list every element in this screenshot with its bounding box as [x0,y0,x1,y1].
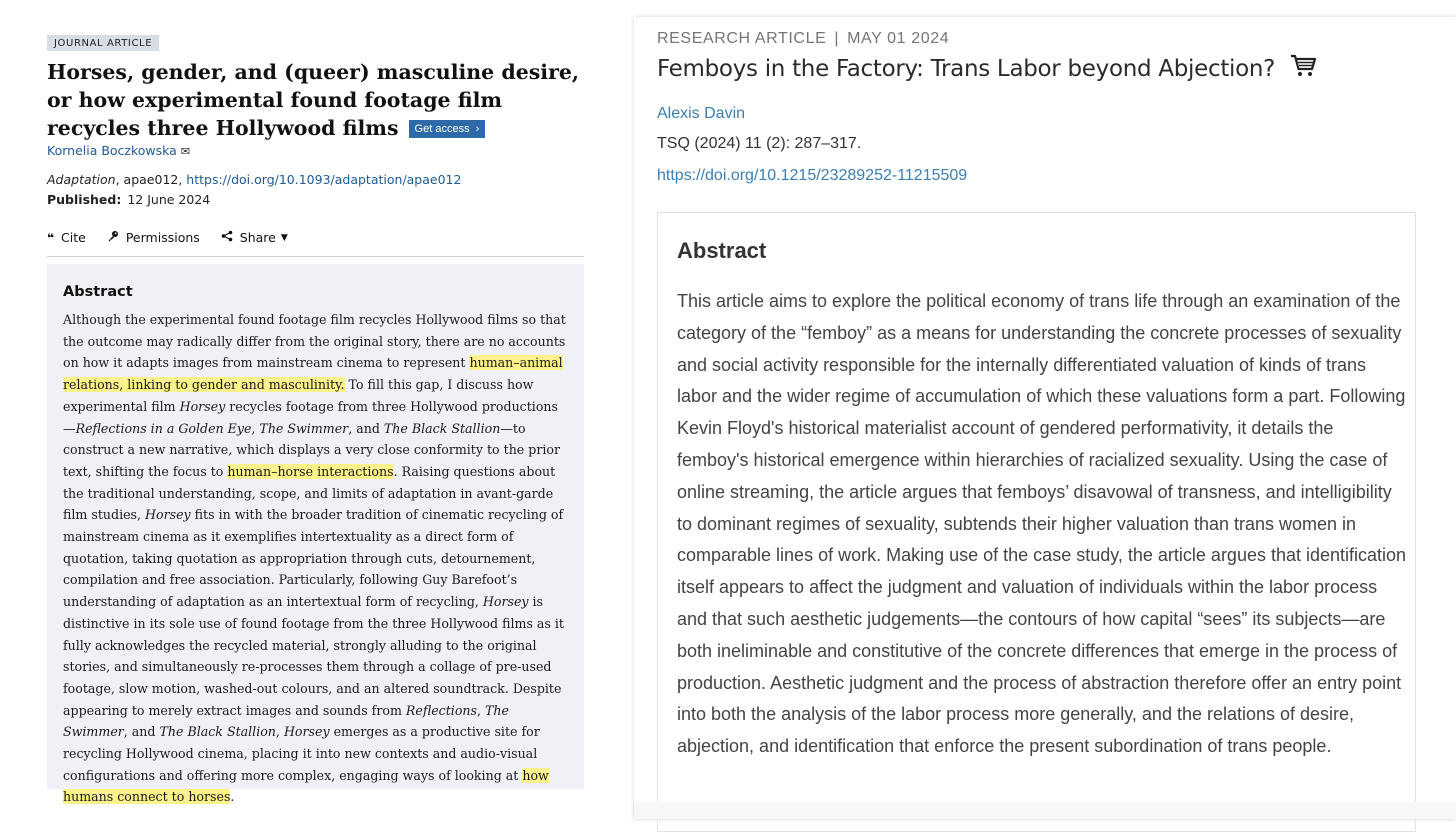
mail-icon[interactable]: ✉ [180,145,191,158]
article-id: , apae012, [115,172,187,187]
share-label: Share [239,230,276,245]
author-link[interactable]: Alexis Davin [657,105,746,122]
highlight: human–horse interactions [227,463,394,479]
abstract-section [657,212,1416,832]
cite-button[interactable] [47,230,86,245]
published-line [47,192,584,207]
article-title-text: Horses, gender, and (queer) masculine desire, or how experimental found footage film recycles three Hollywood films [47,60,580,140]
citation-line [47,172,584,187]
article-type: RESEARCH ARTICLE [657,30,827,47]
journal-name: Adaptation [47,172,116,187]
cite-label: Cite [61,230,86,245]
abstract-section [47,264,584,805]
article-title [47,58,584,142]
abstract-heading: Abstract [677,238,767,263]
article-date: MAY 01 2024 [847,30,950,47]
bottom-edge [634,802,1456,819]
caret-down-icon: ▼ [280,232,288,243]
permissions-button[interactable] [107,230,200,245]
right-article [634,17,1456,819]
doi-link[interactable]: https://doi.org/10.1215/23289252-11215509 [657,167,968,184]
doi-link[interactable]: https://doi.org/10.1093/adaptation/apae012 [186,172,462,187]
article-title-text: Femboys in the Factory: Trans Labor beyond Abjection? [657,56,1276,82]
citation: TSQ (2024) 11 (2): 287–317. [657,135,862,152]
abstract-heading: Abstract [63,284,133,300]
published-label: Published: [47,192,122,207]
share-icon [221,230,233,245]
abstract-text: Although the experimental found footage film recycles Hollywood films so that the outcome may radically differ from the original story, there are no accounts on how it adapts images from mainstream cinema to represent human–animal relations, linking to gender and masculinity. To fill this gap, I discuss how experimental film Horsey recycles footage from three Hollywood productions—Reflections in a Golden Eye, The Swimmer, and The Black Stallion—to construct a new narrative, which displays a very close conformity to the prior text, shifting the focus to human–horse interactions. Raising questions about the traditional understanding, scope, and limits of adaptation in avant-garde film studies, Horsey fits in with the broader tradition of cinematic recycling of mainstream cinema as it exemplifies intertextuality as a direct form of quotation, taking quotation as appropriation through cuts, detournement, compilation and free association. Particularly, following Guy Barefoot’s understanding of adaptation as an intertextual form of recycling, Horsey is distinctive in its sole use of found footage from the three Hollywood films as it fully acknowledges the recycled material, strongly alluding to the original stories, and simultaneously re-processes them through a collage of pre-used footage, slow motion, washed-out colours, and an altered soundtrack. Despite appearing to merely extract images and sounds from Reflections, The Swimmer, and The Black Stallion, Horsey emerges as a productive site for recycling Hollywood cinema, placing it into new contexts and audio-visual configurations and offering more complex, engaging ways of looking at how humans connect to horses. [63,312,566,805]
left-article [47,33,584,805]
key-icon [107,230,119,245]
get-access-button[interactable] [409,120,486,138]
highlight: human–animal relations, linking to gender and masculinity. [63,355,563,393]
chevron-right-icon: › [475,123,480,135]
meta-separator: | [834,30,840,47]
author-link[interactable]: Kornelia Boczkowska [47,143,177,158]
highlight: how humans connect to horses [63,767,549,805]
author-line [47,143,584,158]
article-title [657,54,1317,84]
article-toolbar [47,230,584,257]
share-button[interactable] [221,230,288,245]
published-date: 12 June 2024 [127,192,211,207]
abstract-text: This article aims to explore the political economy of trans life through an examination of the category of the “femboy” as a means for understanding the concrete processes of sexuality and social activity responsible for the internally differentiated valuation of kinds of trans labor and the wider regime of accumulation of which these valuations form a part. Following Kevin Floyd's historical materialist account of gendered performativity, it details the femboy's historical emergence within hierarchies of racialized sexuality. Using the case of online streaming, the article argues that femboys’ disavowal of transness, and intelligibility to dominant regimes of sexuality, subtends their higher valuation than trans women in comparable lines of work. Making use of the case study, the article argues that identification itself appears to affect the judgment and valuation of individuals within the labor process and that such aesthetic judgements—the contours of how capital “sees” its subjects—are both ineliminable and constitutive of the concrete differences that emerge in the process of production. Aesthetic judgment and the process of abstraction therefore offer an entry point into both the analysis of the labor process more generally, and the relations of desire, abjection, and identification that enforce the present subordination of trans people. [677,291,1407,757]
article-type-badge: JOURNAL ARTICLE [47,35,159,51]
get-access-label: Get access [414,123,470,135]
quote-icon: ❝ [47,230,55,245]
permissions-label: Permissions [125,230,200,245]
article-meta [657,30,949,48]
cart-icon[interactable] [1290,54,1317,84]
